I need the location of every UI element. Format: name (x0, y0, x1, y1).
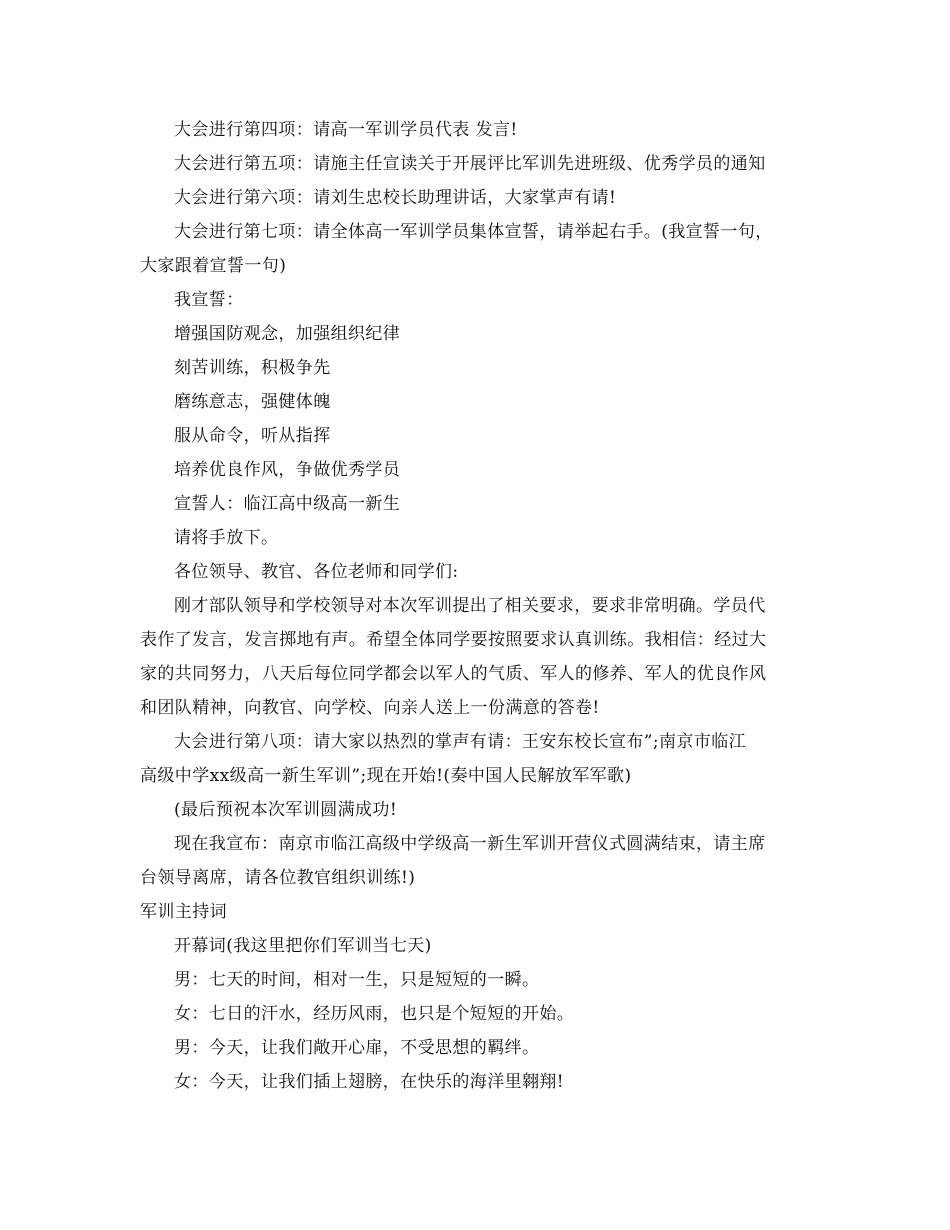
paragraph-line: 现在我宣布：南京市临江高级中学级高一新生军训开营仪式圆满结束，请主席 (174, 834, 766, 854)
paragraph-line: 大会进行第六项：请刘生忠校长助理讲话，大家掌声有请! (174, 188, 617, 208)
paragraph-line: 大会进行第五项：请施主任宣读关于开展评比军训先进班级、优秀学员的通知 (174, 154, 766, 174)
paragraph-line: 和团队精神，向教官、向学校、向亲人送上一份满意的答卷! (140, 698, 600, 718)
dialogue-line: 女：今天，让我们插上翅膀，在快乐的海洋里翱翔! (174, 1072, 565, 1092)
paragraph-line: 请将手放下。 (174, 528, 279, 548)
oath-heading: 我宣誓： (174, 290, 244, 310)
paragraph-line: 家的共同努力，八天后每位同学都会以军人的气质、军人的修养、军人的优良作风 (140, 664, 767, 684)
paragraph-line: 大会进行第四项：请高一军训学员代表 发言! (174, 120, 518, 140)
paragraph-line: 大会进行第七项：请全体高一军训学员集体宣誓，请举起右手。(我宣誓一句， (174, 222, 773, 242)
oath-line: 培养优良作风，争做优秀学员 (174, 460, 401, 480)
paragraph-line: 表作了发言，发言掷地有声。希望全体同学要按照要求认真训练。我相信：经过大 (140, 630, 767, 650)
paragraph-line: 刚才部队领导和学校领导对本次军训提出了相关要求，要求非常明确。学员代 (174, 596, 766, 616)
oath-line: 增强国防观念，加强组织纪律 (174, 324, 401, 344)
oath-line: 服从命令，听从指挥 (174, 426, 331, 446)
paragraph-line: 开幕词(我这里把你们军训当七天) (174, 936, 432, 956)
paragraph-line: 高级中学xx级高一新生军训”;现在开始!(奏中国人民解放军军歌) (140, 766, 632, 786)
oath-line: 磨练意志，强健体魄 (174, 392, 331, 412)
paragraph-line: (最后预祝本次军训圆满成功! (174, 800, 398, 820)
section-title: 军训主持词 (140, 902, 227, 922)
dialogue-line: 女：七日的汗水，经历风雨，也只是个短短的开始。 (174, 1004, 575, 1024)
paragraph-line: 大家跟着宣誓一句) (140, 256, 287, 276)
oath-signer: 宣誓人：临江高中级高一新生 (174, 494, 401, 514)
oath-line: 刻苦训练，积极争先 (174, 358, 331, 378)
dialogue-line: 男：七天的时间，相对一生，只是短短的一瞬。 (174, 970, 540, 990)
paragraph-line: 台领导离席，请各位教官组织训练!) (140, 868, 416, 888)
dialogue-line: 男：今天，让我们敞开心扉，不受思想的羁绊。 (174, 1038, 540, 1058)
paragraph-line: 各位领导、教官、各位老师和同学们: (174, 562, 459, 582)
paragraph-line: 大会进行第八项：请大家以热烈的掌声有请：王安东校长宣布”;南京市临江 (174, 732, 747, 752)
